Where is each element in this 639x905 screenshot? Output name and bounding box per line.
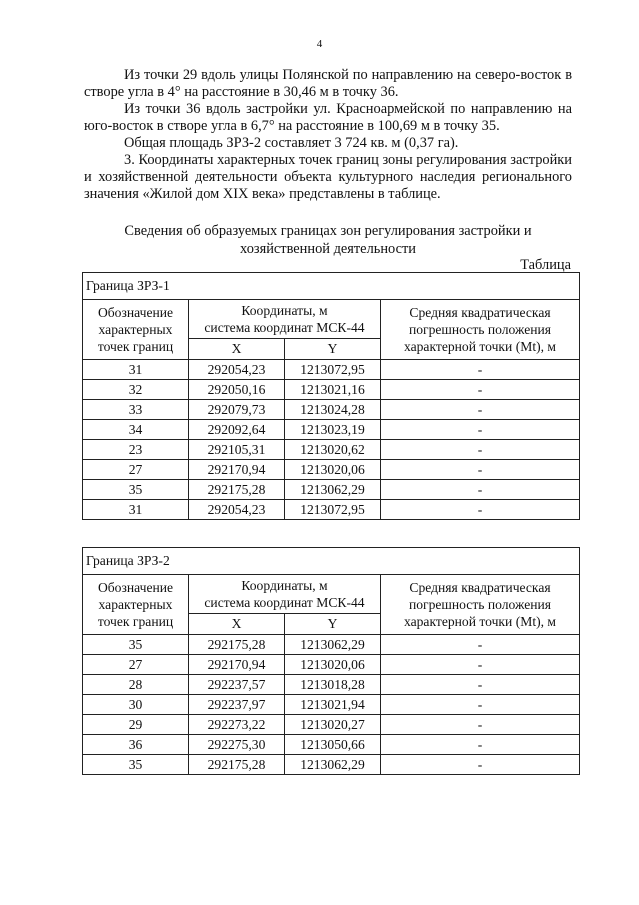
cell-mt: - bbox=[381, 360, 580, 380]
cell-x: 292054,23 bbox=[189, 360, 285, 380]
cell-x: 292054,23 bbox=[189, 500, 285, 520]
cell-mt: - bbox=[381, 755, 580, 775]
table-row bbox=[83, 695, 580, 715]
table-row bbox=[83, 675, 580, 695]
cell-point: 31 bbox=[83, 360, 189, 380]
table-row bbox=[83, 480, 580, 500]
table-caption-line-2: хозяйственной деятельности bbox=[240, 241, 416, 257]
table-label: Таблица bbox=[520, 257, 571, 273]
cell-mt: - bbox=[381, 480, 580, 500]
table-row bbox=[83, 400, 580, 420]
cell-x: 292079,73 bbox=[189, 400, 285, 420]
cell-y: 1213024,28 bbox=[285, 400, 381, 420]
cell-mt: - bbox=[381, 695, 580, 715]
cell-mt: - bbox=[381, 715, 580, 735]
table-row bbox=[83, 460, 580, 480]
cell-x: 292175,28 bbox=[189, 635, 285, 655]
cell-y: 1213020,06 bbox=[285, 655, 381, 675]
header-error: Средняя квадратическая погрешность положения характерной точки (Mt), м bbox=[381, 575, 580, 635]
coordinates-table-zrz-1 bbox=[82, 272, 580, 520]
cell-point: 28 bbox=[83, 675, 189, 695]
coordinates-table-zrz-2 bbox=[82, 547, 580, 775]
cell-point: 35 bbox=[83, 635, 189, 655]
table-caption-line-1: Сведения об образуемых границах зон регулирования застройки и bbox=[124, 223, 532, 239]
cell-point: 32 bbox=[83, 380, 189, 400]
cell-y: 1213021,16 bbox=[285, 380, 381, 400]
cell-y: 1213062,29 bbox=[285, 480, 381, 500]
cell-mt: - bbox=[381, 440, 580, 460]
cell-y: 1213072,95 bbox=[285, 360, 381, 380]
cell-point: 33 bbox=[83, 400, 189, 420]
paragraph-route-29-36: Из точки 29 вдоль улицы Полянской по направлению на северо-восток в створе угла в 4° на расстояние в 30,46 м в точку 36. bbox=[84, 67, 572, 100]
cell-point: 30 bbox=[83, 695, 189, 715]
cell-y: 1213018,28 bbox=[285, 675, 381, 695]
cell-point: 35 bbox=[83, 755, 189, 775]
cell-x: 292237,57 bbox=[189, 675, 285, 695]
table-row bbox=[83, 755, 580, 775]
cell-point: 23 bbox=[83, 440, 189, 460]
header-x: X bbox=[189, 614, 285, 635]
header-error: Средняя квадратическая погрешность положения характерной точки (Mt), м bbox=[381, 300, 580, 360]
header-coordinates: Координаты, м система координат МСК-44 bbox=[189, 300, 381, 339]
cell-x: 292273,22 bbox=[189, 715, 285, 735]
paragraph-route-36-35: Из точки 36 вдоль застройки ул. Красноармейской по направлению на юго-восток в створе угла в 6,7° на расстояние в 100,69 м в точку 35. bbox=[84, 101, 572, 134]
cell-mt: - bbox=[381, 635, 580, 655]
cell-point: 29 bbox=[83, 715, 189, 735]
cell-x: 292050,16 bbox=[189, 380, 285, 400]
cell-point: 27 bbox=[83, 460, 189, 480]
paragraph-coordinates-intro: 3. Координаты характерных точек границ зоны регулирования застройки и хозяйственной деятельности объекта культурного наследия регионального значения «Жилой дом XIX века» представлены в таблице. bbox=[84, 152, 572, 202]
header-coordinates: Координаты, м система координат МСК-44 bbox=[189, 575, 381, 614]
cell-x: 292092,64 bbox=[189, 420, 285, 440]
paragraph-area: Общая площадь ЗРЗ-2 составляет 3 724 кв. м (0,37 га). bbox=[124, 135, 459, 151]
cell-mt: - bbox=[381, 735, 580, 755]
cell-y: 1213072,95 bbox=[285, 500, 381, 520]
cell-mt: - bbox=[381, 675, 580, 695]
cell-y: 1213020,06 bbox=[285, 460, 381, 480]
cell-mt: - bbox=[381, 400, 580, 420]
table-title: Граница ЗРЗ-1 bbox=[83, 273, 580, 300]
cell-point: 36 bbox=[83, 735, 189, 755]
cell-point: 34 bbox=[83, 420, 189, 440]
table-row bbox=[83, 735, 580, 755]
cell-point: 35 bbox=[83, 480, 189, 500]
cell-y: 1213023,19 bbox=[285, 420, 381, 440]
cell-x: 292175,28 bbox=[189, 755, 285, 775]
cell-mt: - bbox=[381, 655, 580, 675]
cell-y: 1213021,94 bbox=[285, 695, 381, 715]
cell-point: 31 bbox=[83, 500, 189, 520]
header-point: Обозначение характерных точек границ bbox=[83, 300, 189, 360]
cell-x: 292237,97 bbox=[189, 695, 285, 715]
header-x: X bbox=[189, 339, 285, 360]
header-y: Y bbox=[285, 339, 381, 360]
cell-mt: - bbox=[381, 500, 580, 520]
table-row bbox=[83, 500, 580, 520]
cell-y: 1213062,29 bbox=[285, 635, 381, 655]
cell-y: 1213020,62 bbox=[285, 440, 381, 460]
header-y: Y bbox=[285, 614, 381, 635]
cell-y: 1213020,27 bbox=[285, 715, 381, 735]
table-row bbox=[83, 655, 580, 675]
table-row bbox=[83, 380, 580, 400]
cell-x: 292170,94 bbox=[189, 460, 285, 480]
cell-x: 292275,30 bbox=[189, 735, 285, 755]
table-title: Граница ЗРЗ-2 bbox=[83, 548, 580, 575]
table-row bbox=[83, 360, 580, 380]
cell-x: 292175,28 bbox=[189, 480, 285, 500]
page-number: 4 bbox=[316, 38, 323, 50]
cell-point: 27 bbox=[83, 655, 189, 675]
cell-y: 1213050,66 bbox=[285, 735, 381, 755]
cell-x: 292170,94 bbox=[189, 655, 285, 675]
cell-mt: - bbox=[381, 380, 580, 400]
table-row bbox=[83, 420, 580, 440]
table-caption bbox=[84, 222, 572, 258]
cell-mt: - bbox=[381, 460, 580, 480]
header-point: Обозначение характерных точек границ bbox=[83, 575, 189, 635]
cell-mt: - bbox=[381, 420, 580, 440]
table-row bbox=[83, 440, 580, 460]
cell-x: 292105,31 bbox=[189, 440, 285, 460]
table-row bbox=[83, 715, 580, 735]
table-row bbox=[83, 635, 580, 655]
cell-y: 1213062,29 bbox=[285, 755, 381, 775]
